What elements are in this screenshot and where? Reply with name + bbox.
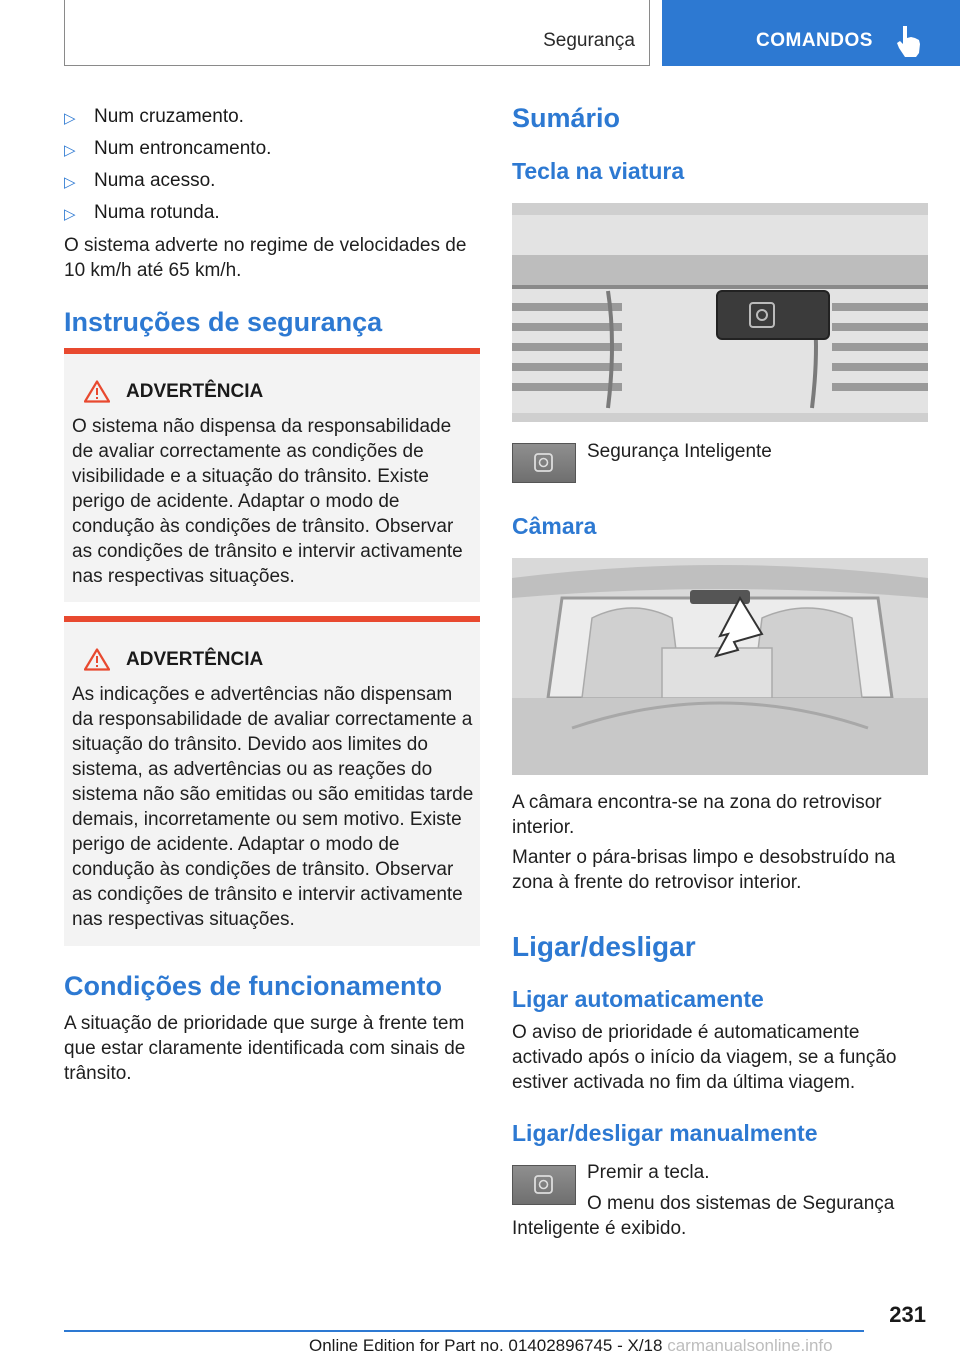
list-item: ▷ Num entroncamento. — [64, 136, 271, 163]
header-chapter-title: COMANDOS — [756, 30, 873, 51]
warning-box-1 — [64, 348, 480, 602]
edition-text: Online Edition for Part no. 01402896745 - X/18 — [309, 1336, 663, 1355]
camera-heading: Câmara — [512, 513, 597, 539]
manual-text-2: O menu dos sistemas de Segurança Inteligente é exibido. — [512, 1193, 895, 1239]
header-section-box — [64, 0, 650, 66]
watermark-text: carmanualsonline.info — [667, 1336, 833, 1355]
speed-range-text: O sistema adverte no regime de velocidades de 10 km/h até 65 km/h. — [64, 235, 467, 281]
camera-location-image — [512, 558, 928, 775]
auto-heading: Ligar automaticamente — [512, 986, 764, 1012]
key-label: Segurança Inteligente — [587, 441, 772, 462]
manual-text-1: Premir a tecla. — [587, 1162, 710, 1183]
auto-text: O aviso de prioridade é automaticamente activado após o início da viagem, se a função estiver activada no fim da última viagem. — [512, 1022, 897, 1093]
safety-heading: Instruções de segurança — [64, 307, 383, 337]
conditions-heading: Condições de funcionamento — [64, 971, 443, 1001]
footer-divider — [64, 1330, 864, 1332]
page-number: 231 — [889, 1302, 926, 1327]
header-section-title: Segurança — [543, 30, 635, 51]
list-item: ▷ Numa acesso. — [64, 168, 215, 195]
warning-text: As indicações e advertências não dispensam da responsabilidade de avaliar correctamente a situação do trânsito. Devido aos limites do sistema, as advertências ou as reações do sistema não são emitidas ou são emitidas tarde demais, incorretamente ou sem motivo. Existe perigo de acidente. Adaptar o modo de condução às condições de trânsito. Observar as condições de trânsito e intervir activamente nas respectivas situações. — [72, 684, 474, 930]
camera-text-1: A câmara encontra-se na zona do retrovisor interior. — [512, 792, 882, 838]
warning-box-2 — [64, 616, 480, 946]
warning-title: ADVERTÊNCIA — [126, 648, 264, 670]
manual-heading: Ligar/desligar manualmente — [512, 1120, 818, 1146]
list-item-text: Num entroncamento. — [94, 138, 272, 159]
warning-triangle-icon — [84, 380, 110, 403]
camera-text-2: Manter o pára-brisas limpo e desobstruído na zona à frente do retrovisor interior. — [512, 847, 896, 893]
list-item: ▷ Num cruzamento. — [64, 104, 244, 131]
list-item-text: Numa acesso. — [94, 170, 216, 191]
list-item-text: Numa rotunda. — [94, 202, 220, 223]
header-chapter-tab — [662, 0, 960, 66]
edition-line — [309, 1336, 833, 1356]
pointing-hand-icon — [894, 24, 924, 58]
onoff-heading: Ligar/desligar — [512, 931, 696, 962]
warning-triangle-icon — [84, 648, 110, 671]
dashboard-button-image — [512, 203, 928, 422]
list-item-text: Num cruzamento. — [94, 106, 244, 127]
list-item: ▷ Numa rotunda. — [64, 200, 220, 227]
safety-key-icon — [512, 443, 576, 483]
warning-title: ADVERTÊNCIA — [126, 380, 264, 402]
conditions-text: A situação de prioridade que surge à frente tem que estar claramente identificada com sinais de trânsito. — [64, 1013, 466, 1084]
warning-text: O sistema não dispensa da responsabilidade de avaliar correctamente as condições de visibilidade e a situação do trânsito. Existe perigo de acidente. Adaptar o modo de condução às condições de trânsito. Observar as condições de trânsito e intervir activamente nas respectivas situações. — [72, 416, 463, 587]
key-heading: Tecla na viatura — [512, 158, 685, 184]
summary-heading: Sumário — [512, 103, 621, 133]
